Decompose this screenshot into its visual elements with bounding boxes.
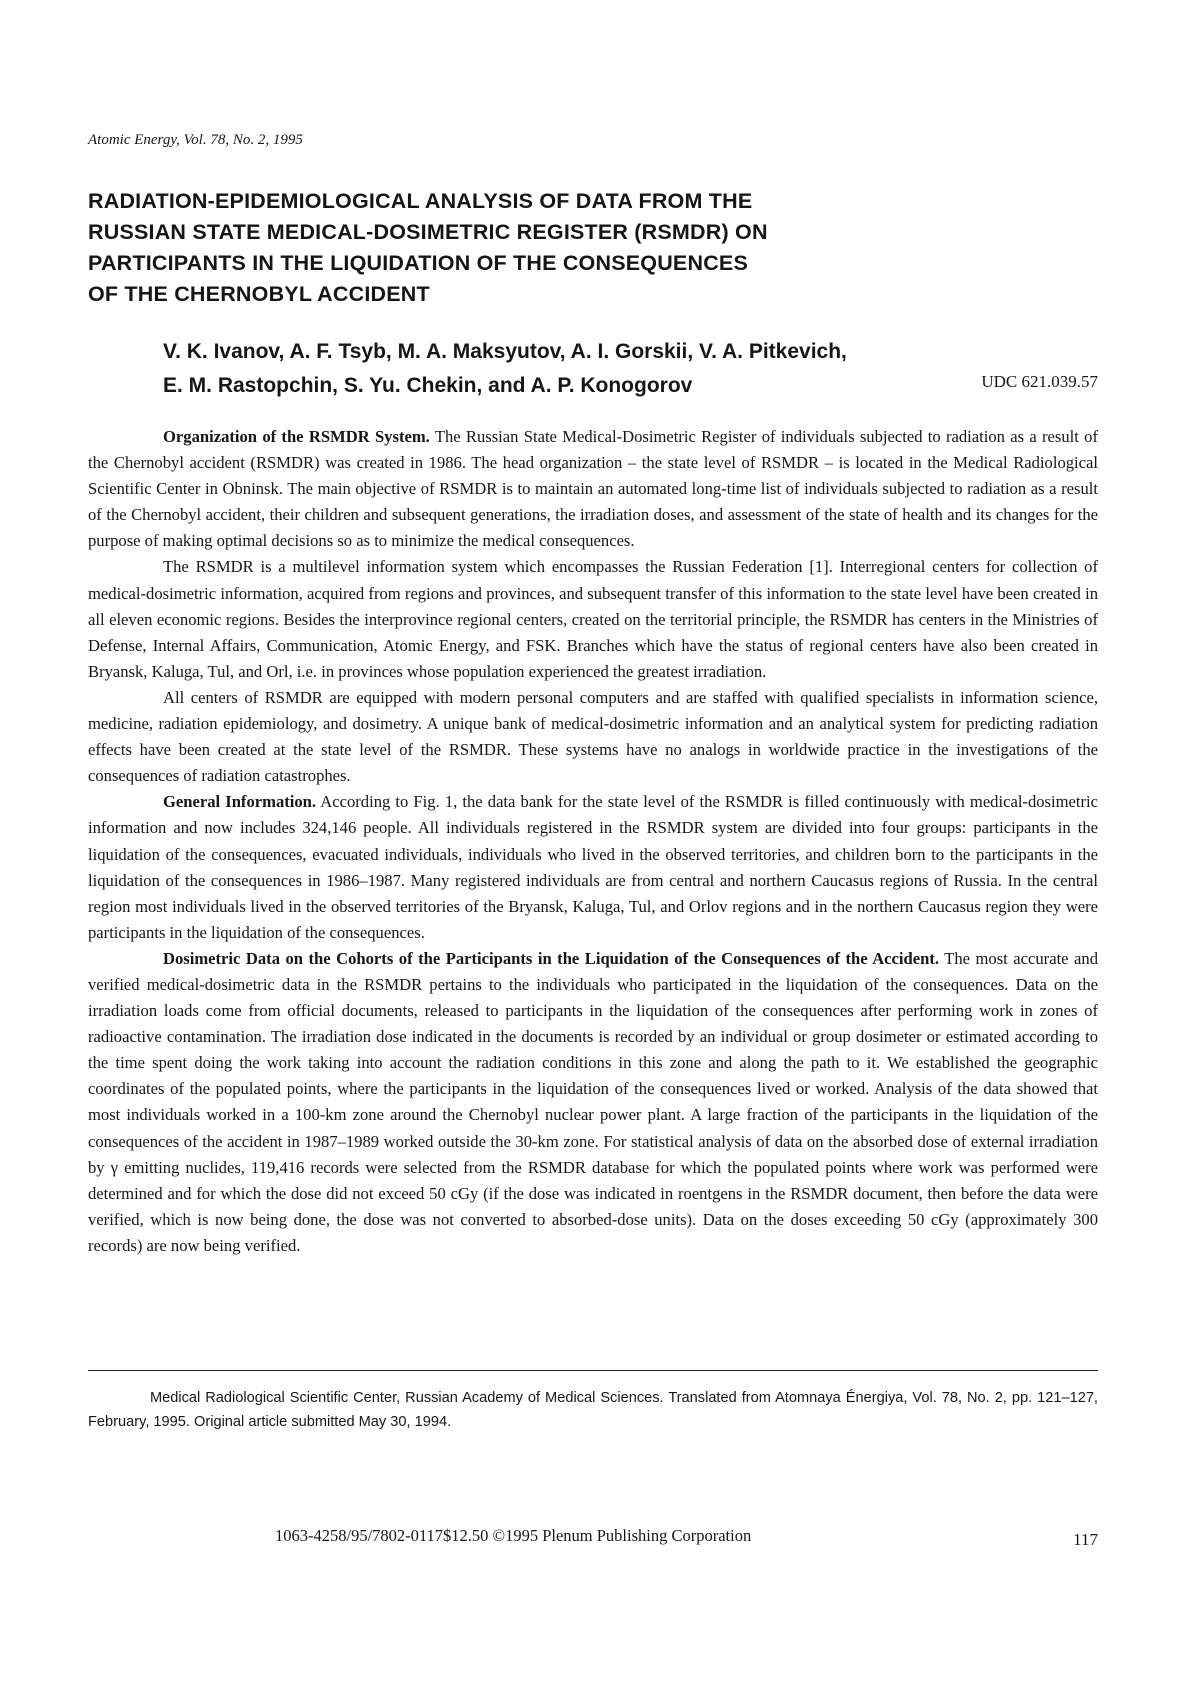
section-heading: Dosimetric Data on the Cohorts of the Participants in the Liquidation of the Consequences of the Accident. bbox=[163, 948, 940, 968]
author-line: E. M. Rastopchin, S. Yu. Chekin, and A. P. Konogorov bbox=[163, 374, 693, 397]
udc-code: UDC 621.039.57 bbox=[981, 372, 1098, 391]
copyright-line: 1063-4258/95/7802-0117$12.50 ©1995 Plenum Publishing Corporation bbox=[275, 1526, 752, 1545]
paragraph bbox=[88, 424, 1098, 554]
title-line: RADIATION-EPIDEMIOLOGICAL ANALYSIS OF DATA FROM THE bbox=[88, 189, 753, 213]
section-heading: Organization of the RSMDR System. bbox=[163, 427, 430, 446]
paragraph-text: The most accurate and verified medical-dosimetric data in the RSMDR pertains to the individuals who participated in the liquidation of the consequences. Data on the irradiation loads come from official documents, released to participants in the liquidation of the consequences after performing work in zones of radioactive contamination. The irradiation dose indicated in the documents is recorded by an individual or group dosimeter or estimated according to the time spent doing the work taking into account the radiation conditions in this zone and along the path to it. We established the geographic coordinates of the populated points, where the participants in the liquidation of the consequences lived or worked. Analysis of the data showed that most individuals worked in a 100-km zone around the Chernobyl nuclear power plant. A large fraction of the participants in the liquidation of the consequences of the accident in 1987–1989 worked outside the 30-km zone. For statistical analysis of data on the absorbed dose of external irradiation by γ emitting nuclides, 119,416 records were selected from the RSMDR database for which the populated points where work was performed were determined and for which the dose did not exceed 50 cGy (if the dose was indicated in roentgens in the RSMDR document, then before the data were verified, which is now being done, the dose was not converted to absorbed-dose units). Data on the doses exceeding 50 cGy (approximately 300 records) are now being verified. bbox=[88, 948, 1098, 1255]
paragraph bbox=[88, 789, 1098, 946]
article-title bbox=[88, 186, 988, 310]
author-list bbox=[163, 335, 1098, 403]
paragraph-text: The RSMDR is a multilevel information system which encompasses the Russian Federation [1]. Interregional centers for collection of medical-dosimetric information, acquired from regions and provinces, and subsequent transfer of this information to the state level have been created in all eleven economic regions. Besides the interprovince regional centers, created on the territorial principle, the RSMDR has centers in the Ministries of Defense, Internal Affairs, Communication, Atomic Energy, and FSK. Branches which have the status of regional centers have also been created in Bryansk, Kaluga, Tul, and Orl, i.e. in provinces whose population experienced the greatest irradiation. bbox=[88, 557, 1098, 681]
journal-citation: Atomic Energy, Vol. 78, No. 2, 1995 bbox=[88, 132, 303, 148]
paragraph bbox=[88, 685, 1098, 789]
affiliation-footnote: Medical Radiological Scientific Center, Russian Academy of Medical Sciences. Translated from Atomnaya Énergiya, Vol. 78, No. 2, pp. 121–127, February, 1995. Original article submitted May 30, 1994. bbox=[88, 1390, 1098, 1430]
title-line: PARTICIPANTS IN THE LIQUIDATION OF THE CONSEQUENCES bbox=[88, 251, 748, 275]
paragraph bbox=[88, 946, 1098, 1259]
paragraph-text: The Russian State Medical-Dosimetric Register of individuals subjected to radiation as a result of the Chernobyl accident (RSMDR) was created in 1986. The head organization – the state level of RSMDR – is located in the Medical Radiological Scientific Center in Obninsk. The main objective of RSMDR is to maintain an automated long-time list of individuals subjected to radiation as a result of the Chernobyl accident, their children and subsequent generations, the irradiation doses, and assessment of the state of health and its changes for the purpose of making optimal decisions so as to minimize the medical consequences. bbox=[88, 427, 1098, 551]
paragraph bbox=[88, 554, 1098, 684]
title-line: RUSSIAN STATE MEDICAL-DOSIMETRIC REGISTER (RSMDR) ON bbox=[88, 220, 768, 244]
page-number: 117 bbox=[1073, 1530, 1098, 1549]
author-line: V. K. Ivanov, A. F. Tsyb, M. A. Maksyutov, A. I. Gorskii, V. A. Pitkevich, bbox=[163, 340, 847, 363]
article-body bbox=[88, 424, 1098, 1259]
paragraph-text: All centers of RSMDR are equipped with modern personal computers and are staffed with qualified specialists in information science, medicine, radiation epidemiology, and dosimetry. A unique bank of medical-dosimetric information and an analytical system for predicting radiation effects have been created at the state level of the RSMDR. These systems have no analogs in worldwide practice in the investigations of the consequences of radiation catastrophes. bbox=[88, 687, 1098, 786]
paragraph-text: According to Fig. 1, the data bank for the state level of the RSMDR is filled continuously with medical-dosimetric information and now includes 324,146 people. All individuals registered in the RSMDR system are divided into four groups: participants in the liquidation of the consequences, evacuated individuals, individuals who lived in the observed territories, and children born to the participants in the liquidation of the consequences in 1986–1987. Many registered individuals are from central and northern Caucasus regions of Russia. In the central region most individuals lived in the observed territories of the Bryansk, Kaluga, Tul, and Orlov regions and in the northern Caucasus region they were participants in the liquidation of the consequences. bbox=[88, 792, 1099, 942]
footnote-divider bbox=[88, 1370, 1098, 1371]
title-line: OF THE CHERNOBYL ACCIDENT bbox=[88, 282, 430, 306]
section-heading: General Information. bbox=[163, 792, 317, 812]
